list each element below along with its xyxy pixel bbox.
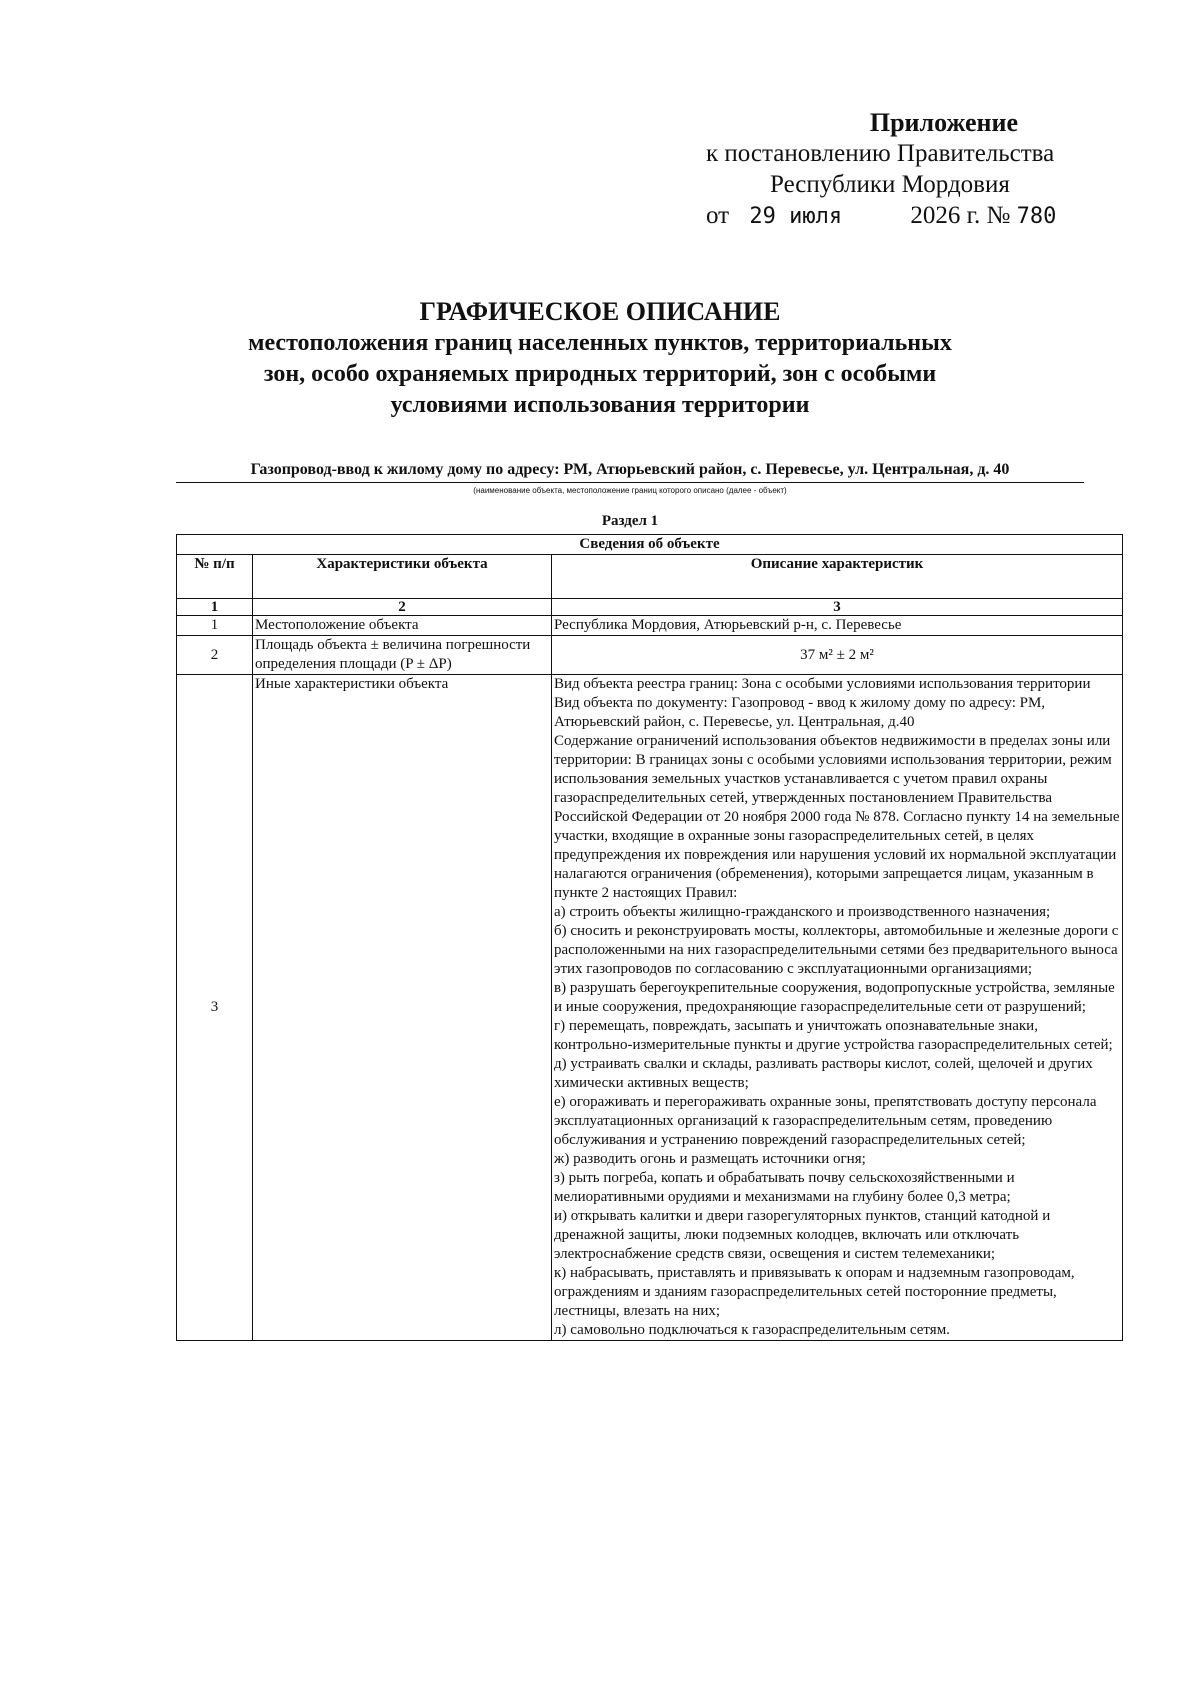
description-paragraph: к) набрасывать, приставлять и привязывать к опорам и надземным газопроводам, ограждениям и зданиям газораспределительных сетей посторонние предметы, лестницы, влезать на них; xyxy=(554,1265,1075,1319)
appendix-line-1: к постановлению Правительства xyxy=(706,140,1055,167)
col-number-3: 3 xyxy=(552,599,1123,616)
description-paragraph: з) рыть погреба, копать и обрабатывать почву сельскохозяйственными и мелиоративными орудиями и механизмами на глубину более 0,3 метра; xyxy=(554,1170,1015,1205)
description-paragraph: е) огораживать и перегораживать охранные зоны, препятствовать доступу персонала эксплуатационных организаций к газораспределительным сетям, проведению обслуживания и устранению повреждений газораспределительных сетей; xyxy=(554,1094,1097,1148)
description-paragraph: д) устраивать свалки и склады, разливать растворы кислот, солей, щелочей и других химически активных веществ; xyxy=(554,1056,1093,1091)
from-label: от xyxy=(706,202,730,229)
row-description: 37 м² ± 2 м² xyxy=(552,636,1123,675)
description-paragraph: Вид объекта реестра границ: Зона с особыми условиями использования территории xyxy=(554,676,1091,692)
row-characteristic: Площадь объекта ± величина погрешности определения площади (P ± ΔP) xyxy=(253,636,552,675)
table-header-row xyxy=(177,555,1123,599)
row-num: 3 xyxy=(177,675,253,1341)
description-paragraph: б) сносить и реконструировать мосты, коллекторы, автомобильные и железные дороги с расположенными на них газораспределительными сетями без предварительного выноса этих газопроводов по согласованию с эксплуатационными организациями; xyxy=(554,923,1119,977)
appendix-block xyxy=(640,108,1140,232)
description-paragraph: г) перемещать, повреждать, засыпать и уничтожать опознавательные знаки, контрольно-измерительные пункты и другие устройства газораспределительных сетей; xyxy=(554,1018,1113,1053)
row-description: Республика Мордовия, Атюрьевский р-н, с. Перевесье xyxy=(552,616,1123,636)
document-title-block xyxy=(150,296,1050,421)
decree-year: 2026 г. xyxy=(910,202,981,229)
table-caption-row xyxy=(177,535,1123,555)
description-paragraph: ж) разводить огонь и размещать источники огня; xyxy=(554,1151,866,1167)
object-name: Газопровод-ввод к жилому дому по адресу: РМ, Атюрьевский район, с. Перевесье, ул. Центральная, д. 40 xyxy=(176,460,1084,483)
object-info-table xyxy=(176,534,1123,1341)
description-paragraph: Вид объекта по документу: Газопровод - ввод к жилому дому по адресу: РМ, Атюрьевский район, с. Перевесье, ул. Центральная, д.40 xyxy=(554,695,1046,730)
header-characteristic: Характеристики объекта xyxy=(253,555,552,599)
row-characteristic: Иные характеристики объекта xyxy=(253,675,552,1341)
document-subtitle-line-1: местоположения границ населенных пунктов, территориальных xyxy=(248,330,952,356)
header-num: № п/п xyxy=(177,555,253,599)
col-number-2: 2 xyxy=(253,599,552,616)
number-label: № xyxy=(986,202,1011,229)
description-paragraph: а) строить объекты жилищно-гражданского и производственного назначения; xyxy=(554,904,1051,920)
row-num: 1 xyxy=(177,616,253,636)
description-paragraph: л) самовольно подключаться к газораспределительным сетям. xyxy=(554,1322,950,1338)
decree-date: 29 июля xyxy=(749,204,843,229)
table-caption: Сведения об объекте xyxy=(177,535,1123,555)
appendix-title: Приложение xyxy=(869,108,1018,137)
table-row xyxy=(177,675,1123,1341)
section-title: Раздел 1 xyxy=(601,513,659,529)
appendix-line-2: Республики Мордовия xyxy=(770,171,1010,198)
column-number-row xyxy=(177,599,1123,616)
document-title: ГРАФИЧЕСКОЕ ОПИСАНИЕ xyxy=(419,297,781,326)
table-row xyxy=(177,636,1123,675)
description-paragraph: в) разрушать берегоукрепительные сооружения, водопропускные устройства, земляные и иные сооружения, предохраняющие газораспределительные сети от разрушений; xyxy=(554,980,1115,1015)
table-row xyxy=(177,616,1123,636)
header-description: Описание характеристик xyxy=(552,555,1123,599)
description-paragraph: Содержание ограничений использования объектов недвижимости в пределах зоны или территории: В границах зоны с особыми условиями использования территории, режим использования земельных участков устанавливается с учетом правил охраны газораспределительных сетей, утвержденных постановлением Правительства Российской Федерации от 20 ноября 2000 года № 878. Согласно пункту 14 на земельные участки, входящие в охранные зоны газораспределительных сетей, в целях предупреждения их повреждения или нарушения условий их нормальной эксплуатации налагаются ограничения (обременения), которыми запрещается лицам, указанным в пункте 2 настоящих Правил: xyxy=(554,733,1120,901)
object-caption: (наименование объекта, местоположение границ которого описано (далее - объект) xyxy=(473,486,787,495)
row-description xyxy=(552,675,1123,1341)
document-subtitle-line-3: условиями использования территории xyxy=(390,392,810,418)
description-paragraph: и) открывать калитки и двери газорегуляторных пунктов, станций катодной и дренажной защиты, люки подземных колодцев, включать или отключать электроснабжение средств связи, освещения и систем телемеханики; xyxy=(554,1208,1051,1262)
row-num: 2 xyxy=(177,636,253,675)
appendix-date-line xyxy=(640,200,1140,232)
document-subtitle-line-2: зон, особо охраняемых природных территорий, зон с особыми xyxy=(263,361,937,387)
row-characteristic: Местоположение объекта xyxy=(253,616,552,636)
decree-number: 780 xyxy=(1016,204,1057,229)
col-number-1: 1 xyxy=(177,599,253,616)
